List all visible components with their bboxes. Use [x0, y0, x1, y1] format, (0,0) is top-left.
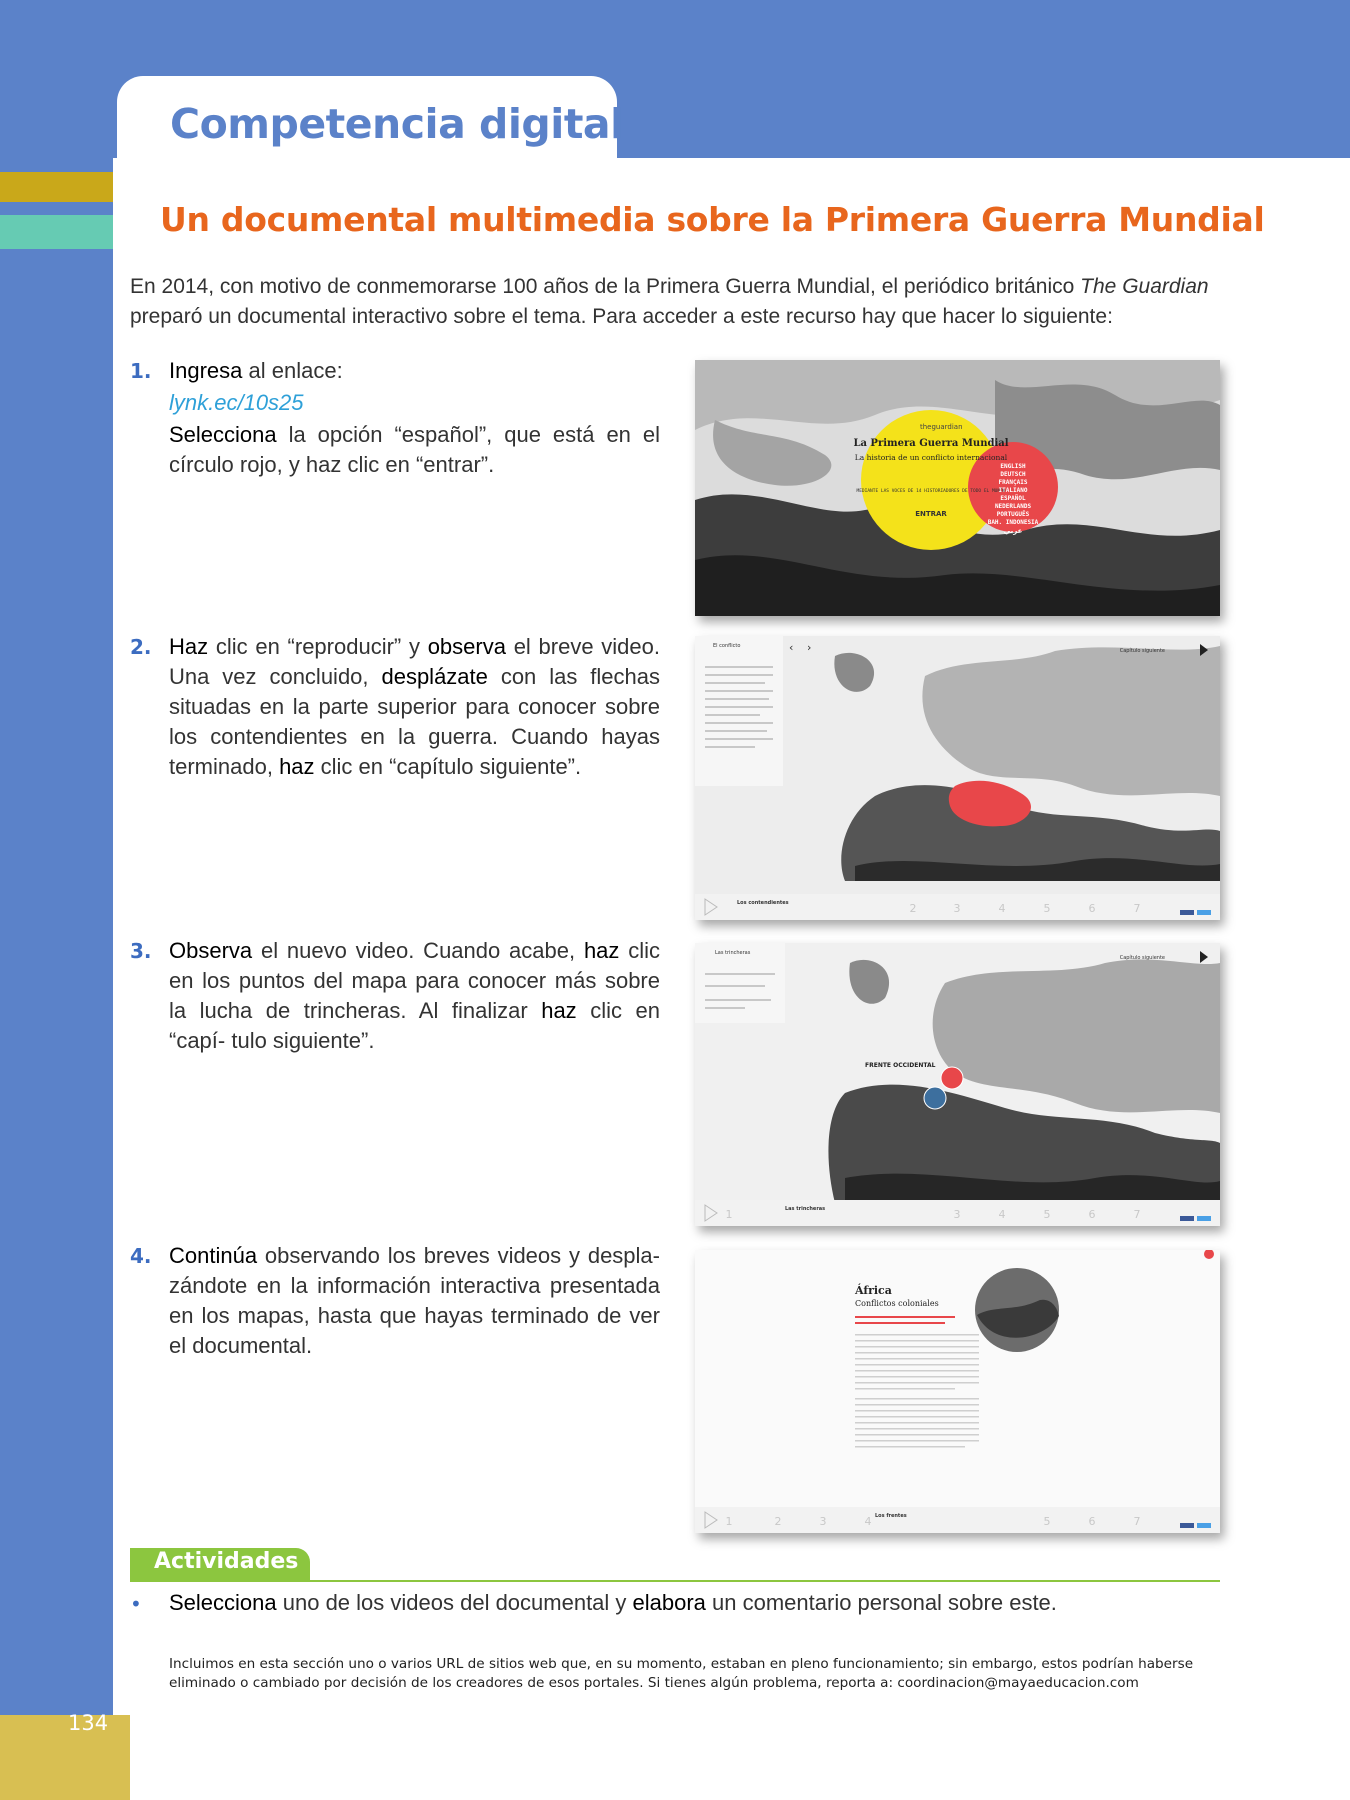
step-4	[130, 1241, 660, 1361]
timeline-label: Los frentes	[875, 1513, 907, 1519]
verb: elabora	[632, 1590, 706, 1615]
timeline-number[interactable]: 3	[953, 1208, 961, 1221]
step-3	[130, 936, 660, 1056]
step-number: 2.	[130, 635, 152, 659]
timeline-number[interactable]: 1	[725, 1515, 733, 1528]
share-facebook-icon[interactable]	[1180, 1216, 1194, 1221]
activity-text: un comentario personal sobre este.	[705, 1590, 1057, 1615]
lang-deutsch[interactable]: DEUTSCH	[1000, 471, 1026, 478]
step-text: al enlace:	[242, 358, 343, 383]
page-headline: Un documental multimedia sobre la Primera Guerra Mundial	[160, 200, 1265, 239]
map-contenders-screen	[695, 636, 1220, 920]
doc-tagline: MEDIANTE LAS VOCES DE 14 HISTORIADORES DE TODO EL MUNDO	[856, 489, 1006, 494]
map-point-red[interactable]	[941, 1067, 963, 1089]
verb: Continúa	[169, 1243, 258, 1268]
step-text: el breve video. Una vez concluido,	[169, 634, 660, 689]
timeline-number[interactable]: 3	[819, 1515, 827, 1528]
timeline-number[interactable]: 3	[953, 902, 961, 915]
step-2	[130, 632, 660, 782]
timeline-number[interactable]: 4	[998, 1208, 1006, 1221]
next-chapter-button[interactable]: Capítulo siguiente	[1119, 648, 1165, 654]
timeline-number[interactable]: 7	[1133, 1515, 1141, 1528]
timeline-number[interactable]: 7	[1133, 902, 1141, 915]
screenshot-contenders-map	[695, 636, 1220, 920]
page-number-block	[0, 1715, 130, 1800]
step-number: 3.	[130, 939, 152, 963]
share-twitter-icon[interactable]	[1197, 910, 1211, 915]
timeline-number[interactable]: 6	[1088, 1208, 1096, 1221]
activities-rule	[130, 1580, 1220, 1582]
verb: desplázate	[381, 664, 488, 689]
timeline-number[interactable]: 2	[774, 1515, 782, 1528]
panel-title: El conflicto	[713, 643, 741, 649]
lang-portugues[interactable]: PORTUGUÊS	[996, 511, 1030, 518]
step-text: con las flechas situadas en la parte superior para conocer sobre los contendientes en la guerra. Cuando hayas terminado,	[169, 664, 660, 779]
bullet-icon: •	[130, 1592, 142, 1616]
section-title: Competencia digital	[170, 100, 624, 148]
step-text: observando los breves videos y despla- zándote en la información interactiva presentada en los mapas, hasta que hayas terminado de ver el documental.	[169, 1243, 660, 1358]
verb: haz	[583, 938, 620, 963]
map-point-blue[interactable]	[924, 1087, 946, 1109]
step-1	[130, 356, 660, 482]
timeline-number[interactable]: 7	[1133, 1208, 1141, 1221]
timeline-number[interactable]: 4	[864, 1515, 872, 1528]
intro-text-1: En 2014, con motivo de conmemorarse 100 años de la Primera Guerra Mundial, el periódico británico	[130, 275, 1081, 298]
activity-item	[169, 1590, 1057, 1616]
map-language-screen	[695, 360, 1220, 616]
disclaimer-note: Incluimos en esta sección uno o varios URL de sitios web que, en su momento, estaban en pleno funcionamiento; sin embargo, estos podrían haberse eliminado o cambiado por decisión de los creadores de esos portales. Si tienes algún problema, reporta a: coordinacion@mayaeducacion.com	[169, 1656, 1194, 1691]
timeline-number[interactable]: 4	[998, 902, 1006, 915]
verb: Ingresa	[169, 358, 243, 383]
step-text: clic en los puntos del mapa para conocer más sobre la lucha de trincheras. Al finalizar	[169, 938, 661, 1023]
verb: haz	[541, 998, 577, 1023]
activities-title: Actividades	[154, 1549, 299, 1574]
lang-english[interactable]: ENGLISH	[1000, 463, 1026, 470]
lang-francais[interactable]: FRANÇAIS	[998, 479, 1028, 486]
brand-label: theguardian	[920, 423, 963, 431]
timeline-number[interactable]: 5	[1043, 1515, 1051, 1528]
accent-bar-gold	[0, 172, 113, 202]
timeline-number[interactable]: 5	[1043, 1208, 1051, 1221]
share-facebook-icon[interactable]	[1180, 910, 1194, 915]
front-label: FRENTE OCCIDENTAL	[865, 1062, 936, 1069]
step-text: el nuevo video. Cuando acabe,	[252, 938, 584, 963]
lang-arabic[interactable]: عربي	[1003, 527, 1023, 535]
resource-link[interactable]: lynk.ec/10s25	[169, 390, 304, 415]
lang-nederlands[interactable]: NEDERLANDS	[994, 503, 1032, 510]
timeline-label: Los contendientes	[737, 900, 789, 906]
verb: Observa	[169, 938, 253, 963]
article-subheading: Conflictos coloniales	[855, 1299, 939, 1308]
timeline-number[interactable]: 5	[1043, 902, 1051, 915]
timeline-number[interactable]: 2	[909, 902, 917, 915]
article-heading: África	[855, 1284, 892, 1297]
verb: haz	[279, 754, 315, 779]
doc-title: La Primera Guerra Mundial	[853, 438, 1009, 449]
lang-espanol[interactable]: ESPAÑOL	[1000, 495, 1026, 502]
prev-arrow-icon[interactable]: ‹	[789, 641, 794, 654]
intro-text-2: preparó un documental interactivo sobre el tema. Para acceder a este recurso hay que hacer lo siguiente:	[130, 305, 1113, 328]
verb: Selecciona	[169, 1590, 277, 1615]
activity-text: uno de los videos del documental y	[276, 1590, 633, 1615]
screenshot-trenches-map	[695, 943, 1220, 1226]
doc-subtitle: La historia de un conflicto internacional	[854, 453, 1008, 462]
map-trenches-screen	[695, 943, 1220, 1226]
verb: Selecciona	[169, 422, 277, 447]
step-number: 4.	[130, 1244, 152, 1268]
enter-button[interactable]: ENTRAR	[915, 510, 947, 518]
article-africa-screen	[695, 1250, 1220, 1533]
next-arrow-icon[interactable]: ›	[807, 641, 812, 654]
share-twitter-icon[interactable]	[1197, 1523, 1211, 1528]
intro-source: The Guardian	[1080, 275, 1209, 298]
step-text: clic en “reproducir” y	[208, 634, 428, 659]
verb: observa	[427, 634, 506, 659]
next-chapter-button[interactable]: Capítulo siguiente	[1119, 955, 1165, 961]
panel-title: Las trincheras	[715, 950, 751, 956]
left-margin-band	[0, 158, 113, 1715]
step-number: 1.	[130, 359, 152, 383]
timeline-number[interactable]: 1	[725, 1208, 733, 1221]
timeline-number[interactable]: 6	[1088, 902, 1096, 915]
verb: Haz	[169, 634, 209, 659]
page-number: 134	[68, 1711, 109, 1735]
step-text: clic en “capítulo siguiente”.	[314, 754, 582, 779]
screenshot-africa-article	[695, 1250, 1220, 1533]
lang-italiano[interactable]: ITALIANO	[998, 487, 1028, 494]
accent-bar-teal	[0, 215, 113, 249]
step-text: la opción “español”, que está en el círculo rojo, y haz clic en “entrar”.	[169, 422, 660, 477]
lang-indonesia[interactable]: BAH. INDONESIA	[987, 519, 1039, 526]
share-twitter-icon[interactable]	[1197, 1216, 1211, 1221]
timeline-number[interactable]: 6	[1088, 1515, 1096, 1528]
share-facebook-icon[interactable]	[1180, 1523, 1194, 1528]
intro-paragraph	[130, 272, 1225, 332]
screenshot-language-selection	[695, 360, 1220, 616]
timeline-label: Las trincheras	[785, 1206, 826, 1212]
step-text: clic en “capí- tulo siguiente”.	[169, 998, 660, 1053]
